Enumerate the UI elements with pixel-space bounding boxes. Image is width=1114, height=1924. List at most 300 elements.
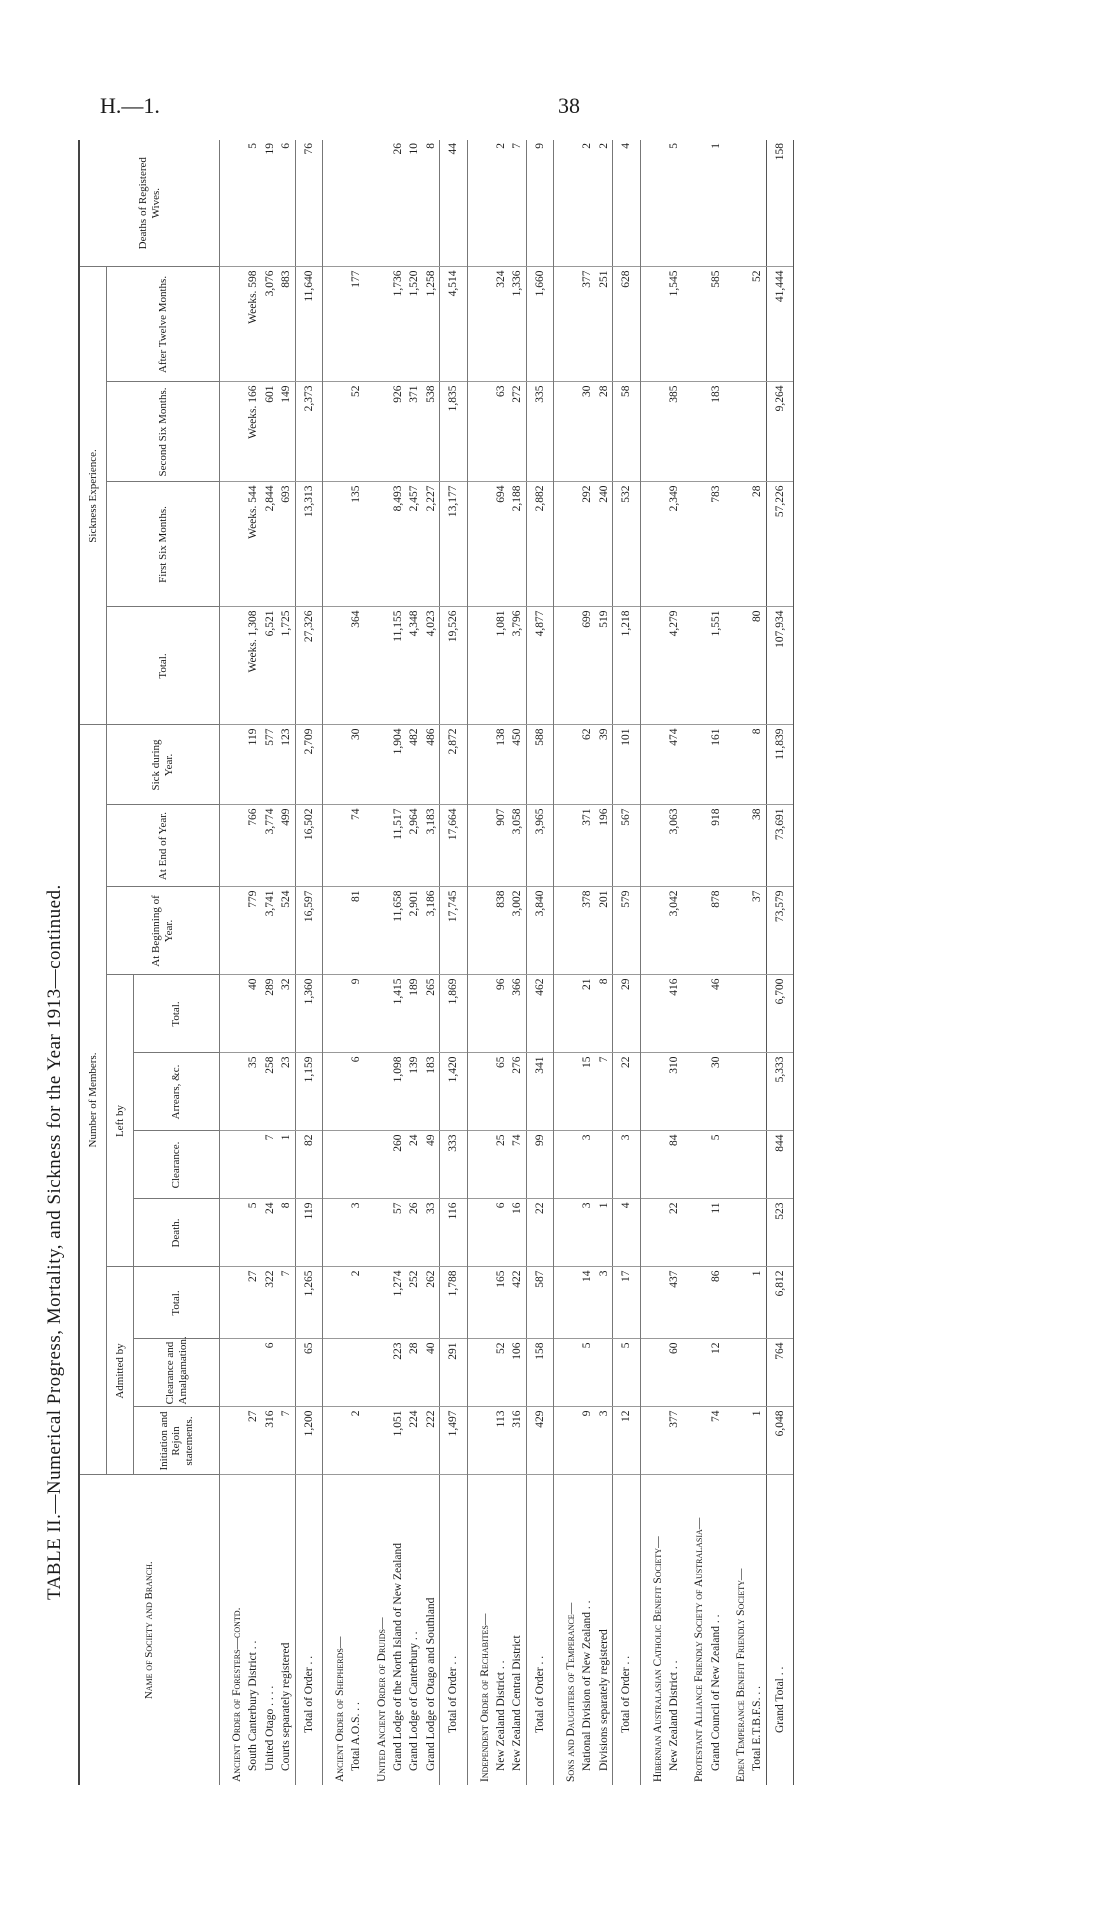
table-cell: [640, 887, 666, 975]
row-label: Total of Order . .: [613, 1475, 640, 1785]
table-cell: 8: [596, 975, 613, 1053]
table-cell: [322, 607, 348, 725]
table-cell: 5: [708, 1131, 724, 1199]
table-cell: [365, 1267, 390, 1339]
table-cell: 74: [509, 1131, 526, 1199]
table-cell: 2,964: [406, 805, 422, 887]
table-cell: 11,839: [766, 725, 793, 805]
table-cell: [365, 267, 390, 382]
table-cell: [749, 1131, 766, 1199]
table-row: [579, 140, 595, 1785]
col-second6-header: Second Six Months.: [107, 382, 220, 482]
table-cell: 1,360: [295, 975, 322, 1053]
table-cell: [322, 382, 348, 482]
table-cell: 252: [406, 1267, 422, 1339]
table-cell: 2,872: [440, 725, 467, 805]
table-cell: 165: [493, 1267, 509, 1339]
table-cell: [554, 482, 580, 607]
row-label: Total E.T.B.F.S. . .: [751, 1686, 764, 1771]
table-cell: [220, 1267, 246, 1339]
table-cell: 24: [262, 1199, 278, 1267]
table-cell: [365, 382, 390, 482]
table-cell: 4,279: [666, 607, 682, 725]
table-cell: 3: [613, 1131, 640, 1199]
table-cell: [220, 725, 246, 805]
table-cell: 116: [440, 1199, 467, 1267]
table-cell: [322, 975, 348, 1053]
row-label: United Ancient Order of Druids—: [375, 1617, 388, 1782]
table-cell: 3,965: [526, 805, 553, 887]
table-cell: 8: [278, 1199, 295, 1267]
table-cell: 22: [613, 1053, 640, 1131]
table-cell: [596, 1339, 613, 1407]
table-cell: [724, 1199, 749, 1267]
table-cell: [724, 975, 749, 1053]
table-cell: [322, 140, 348, 267]
table-cell: 291: [440, 1339, 467, 1407]
table-cell: 16: [509, 1199, 526, 1267]
table-cell: 272: [509, 382, 526, 482]
table-cell: 601: [262, 382, 278, 482]
table-cell: 3,796: [509, 607, 526, 725]
table-cell: 224: [406, 1407, 422, 1475]
row-label: Grand Total . .: [766, 1475, 793, 1785]
row-label: Total of Order . .: [440, 1475, 467, 1785]
table-cell: 7: [596, 1053, 613, 1131]
table-cell: [554, 975, 580, 1053]
table-cell: [220, 887, 246, 975]
table-cell: [554, 1053, 580, 1131]
table-cell: [682, 1131, 707, 1199]
table-cell: 2,188: [509, 482, 526, 607]
table-cell: 30: [579, 382, 595, 482]
table-cell: [724, 607, 749, 725]
table-cell: 76: [295, 140, 322, 267]
table-cell: 1,415: [390, 975, 406, 1053]
table-cell: 9: [348, 975, 364, 1053]
table-cell: [749, 1053, 766, 1131]
table-body: [220, 140, 794, 1785]
table-cell: 1: [749, 1267, 766, 1339]
table-cell: 19: [262, 140, 278, 267]
table-cell: Weeks. 544: [245, 482, 261, 607]
table-cell: [278, 1339, 295, 1407]
table-cell: 5: [245, 1199, 261, 1267]
row-label: Sons and Daughters of Temperance—: [565, 1602, 577, 1782]
col-end-header: At End of Year.: [107, 805, 220, 887]
table-cell: 189: [406, 975, 422, 1053]
table-cell: [322, 805, 348, 887]
table-cell: 883: [278, 267, 295, 382]
table-cell: [220, 1339, 246, 1407]
table-cell: [724, 1053, 749, 1131]
col-after12-header: After Twelve Months.: [107, 267, 220, 382]
table-cell: 57: [390, 1199, 406, 1267]
table-cell: 2,457: [406, 482, 422, 607]
table-cell: 3: [596, 1407, 613, 1475]
table-cell: [322, 1407, 348, 1475]
col-clear-header: Clearance and Amalgamation.: [134, 1339, 220, 1407]
table-cell: 17,664: [440, 805, 467, 887]
table-cell: [640, 1407, 666, 1475]
table-cell: [365, 1131, 390, 1199]
table-cell: 567: [613, 805, 640, 887]
row-label: Total of Order . .: [526, 1475, 553, 1785]
table-cell: 8: [749, 725, 766, 805]
table-cell: 2: [348, 1407, 364, 1475]
table-cell: [467, 607, 493, 725]
table-cell: 4,023: [423, 607, 440, 725]
table-cell: [220, 805, 246, 887]
table-cell: 1,497: [440, 1407, 467, 1475]
table-cell: 22: [666, 1199, 682, 1267]
table-title: TABLE II.—Numerical Progress, Mortality, and Sickness for the Year 1913—continued.: [44, 884, 65, 1600]
table-cell: 3,183: [423, 805, 440, 887]
table-cell: [467, 887, 493, 975]
table-cell: [596, 1131, 613, 1199]
table-cell: 6,048: [766, 1407, 793, 1475]
table-cell: [365, 887, 390, 975]
table-cell: 52: [493, 1339, 509, 1407]
table-cell: 292: [579, 482, 595, 607]
table-cell: 333: [440, 1131, 467, 1199]
table-cell: [245, 1131, 261, 1199]
row-label: New Zealand District . .: [667, 1660, 680, 1771]
table-cell: 65: [493, 1053, 509, 1131]
table-cell: 11: [708, 1199, 724, 1267]
table-cell: 38: [749, 805, 766, 887]
table-row: [406, 140, 422, 1785]
table-cell: 486: [423, 725, 440, 805]
table-cell: 28: [749, 482, 766, 607]
table-cell: 11,658: [390, 887, 406, 975]
table-cell: 4: [613, 1199, 640, 1267]
table-cell: [682, 267, 707, 382]
table-cell: 149: [278, 382, 295, 482]
table-cell: [365, 805, 390, 887]
row-label: Independent Order of Rechabites—: [478, 1613, 491, 1782]
table-cell: 65: [295, 1339, 322, 1407]
table-cell: 11,155: [390, 607, 406, 725]
table-cell: 40: [423, 1339, 440, 1407]
table-cell: [554, 887, 580, 975]
table-cell: 119: [245, 725, 261, 805]
table-cell: 196: [596, 805, 613, 887]
table-cell: 161: [708, 725, 724, 805]
table-cell: 1,051: [390, 1407, 406, 1475]
table-cell: 2: [596, 140, 613, 267]
row-label: Protestant Alliance Friendly Society of Australasia—: [693, 1517, 706, 1782]
table-cell: 9: [579, 1407, 595, 1475]
table-cell: 6,812: [766, 1267, 793, 1339]
table-cell: 4,877: [526, 607, 553, 725]
total-row: [295, 140, 322, 1785]
table-cell: 41,444: [766, 267, 793, 382]
table-cell: 62: [579, 725, 595, 805]
table-cell: [348, 1131, 364, 1199]
table-cell: 99: [526, 1131, 553, 1199]
table-cell: 3,076: [262, 267, 278, 382]
table-cell: 4,514: [440, 267, 467, 382]
col-sick-header: Sick during Year.: [107, 725, 220, 805]
table-cell: 11,517: [390, 805, 406, 887]
table-cell: 499: [278, 805, 295, 887]
table-cell: [365, 140, 390, 267]
table-cell: 5: [579, 1339, 595, 1407]
table-cell: [365, 1053, 390, 1131]
table-cell: 37: [749, 887, 766, 975]
table-cell: 3,002: [509, 887, 526, 975]
table-cell: 766: [245, 805, 261, 887]
table-cell: 8,493: [390, 482, 406, 607]
table-cell: 437: [666, 1267, 682, 1339]
table-cell: [724, 1407, 749, 1475]
table-cell: 335: [526, 382, 553, 482]
table-cell: 1,200: [295, 1407, 322, 1475]
table-cell: 878: [708, 887, 724, 975]
table-cell: [467, 1131, 493, 1199]
table-cell: [467, 1053, 493, 1131]
table-cell: 6,700: [766, 975, 793, 1053]
table-cell: 74: [708, 1407, 724, 1475]
table-cell: 2,709: [295, 725, 322, 805]
table-cell: [220, 382, 246, 482]
table-cell: 39: [596, 725, 613, 805]
table-cell: 7: [278, 1267, 295, 1339]
col-first6-header: First Six Months.: [107, 482, 220, 607]
table-cell: 5: [245, 140, 261, 267]
table-cell: 33: [423, 1199, 440, 1267]
table-cell: 26: [406, 1199, 422, 1267]
section-row: [724, 140, 749, 1785]
table-cell: [724, 1339, 749, 1407]
table-cell: [467, 725, 493, 805]
table-cell: 2: [579, 140, 595, 267]
col-adm-total-header: Total.: [134, 1267, 220, 1339]
table-cell: 1,520: [406, 267, 422, 382]
table-cell: [724, 482, 749, 607]
table-row: [348, 140, 364, 1785]
table-cell: 80: [749, 607, 766, 725]
sickness-group-header: Sickness Experience.: [79, 267, 107, 725]
table-row: [278, 140, 295, 1785]
table-cell: 40: [245, 975, 261, 1053]
table-row: [493, 140, 509, 1785]
table-cell: [640, 607, 666, 725]
table-cell: 5: [613, 1339, 640, 1407]
table-cell: [467, 1407, 493, 1475]
table-cell: [467, 1267, 493, 1339]
table-cell: 107,934: [766, 607, 793, 725]
table-cell: 341: [526, 1053, 553, 1131]
table-cell: [554, 140, 580, 267]
table-cell: 422: [509, 1267, 526, 1339]
table-cell: [322, 482, 348, 607]
table-cell: 1,788: [440, 1267, 467, 1339]
table-cell: 907: [493, 805, 509, 887]
table-cell: 119: [295, 1199, 322, 1267]
row-label: Divisions separately registered: [597, 1629, 610, 1771]
table-cell: 783: [708, 482, 724, 607]
table-cell: [640, 267, 666, 382]
table-cell: 385: [666, 382, 682, 482]
row-label: Grand Lodge of Otago and Southland: [424, 1597, 437, 1771]
table-cell: [682, 725, 707, 805]
table-cell: 322: [262, 1267, 278, 1339]
table-cell: 2,373: [295, 382, 322, 482]
col-init-header: Initiation and Rejoin statements.: [134, 1407, 220, 1475]
table-cell: 30: [708, 1053, 724, 1131]
page-number: 38: [558, 93, 580, 118]
table-cell: 699: [579, 607, 595, 725]
col-left-clear-header: Clearance.: [134, 1131, 220, 1199]
table-cell: 2,227: [423, 482, 440, 607]
grand-total-row: [766, 140, 793, 1785]
table-cell: 6: [493, 1199, 509, 1267]
table-cell: 27: [245, 1267, 261, 1339]
table-cell: [640, 975, 666, 1053]
table-cell: 6: [278, 140, 295, 267]
table-cell: 1,258: [423, 267, 440, 382]
table-cell: 96: [493, 975, 509, 1053]
table-cell: 316: [509, 1407, 526, 1475]
row-label: New Zealand Central District: [511, 1635, 524, 1771]
table-cell: 3,063: [666, 805, 682, 887]
row-label: Courts separately registered: [280, 1642, 293, 1771]
table-cell: 371: [579, 805, 595, 887]
section-row: [467, 140, 493, 1785]
table-cell: 2,349: [666, 482, 682, 607]
table-cell: [640, 1131, 666, 1199]
table-cell: 3,774: [262, 805, 278, 887]
table-cell: [749, 140, 766, 267]
table-cell: Weeks. 1,308: [245, 607, 261, 725]
table-cell: 113: [493, 1407, 509, 1475]
table-cell: [640, 725, 666, 805]
table-cell: 7: [278, 1407, 295, 1475]
table-cell: 21: [579, 975, 595, 1053]
table-cell: [467, 805, 493, 887]
table-cell: 1: [278, 1131, 295, 1199]
table-cell: 240: [596, 482, 613, 607]
table-row: [423, 140, 440, 1785]
table-cell: 13,313: [295, 482, 322, 607]
row-label: Ancient Order of Shepherds—: [333, 1636, 346, 1782]
table-cell: 377: [579, 267, 595, 382]
table-cell: [554, 1407, 580, 1475]
table-cell: 310: [666, 1053, 682, 1131]
table-cell: 158: [766, 140, 793, 267]
row-label: Ancient Order of Foresters—contd.: [231, 1607, 243, 1782]
table-cell: 9,264: [766, 382, 793, 482]
table-cell: [365, 1339, 390, 1407]
table-cell: 3: [579, 1199, 595, 1267]
table-cell: 49: [423, 1131, 440, 1199]
table-cell: 1,081: [493, 607, 509, 725]
table-cell: 84: [666, 1131, 682, 1199]
table-cell: 276: [509, 1053, 526, 1131]
table-cell: 3,840: [526, 887, 553, 975]
table-cell: [682, 382, 707, 482]
table-cell: 17,745: [440, 887, 467, 975]
table-cell: 17: [613, 1267, 640, 1339]
table-cell: 474: [666, 725, 682, 805]
table-row: [596, 140, 613, 1785]
table-cell: [554, 267, 580, 382]
table-cell: 19,526: [440, 607, 467, 725]
table-cell: 519: [596, 607, 613, 725]
table-header: [79, 140, 220, 1785]
table-cell: 30: [348, 725, 364, 805]
table-cell: [554, 382, 580, 482]
table-cell: 3,058: [509, 805, 526, 887]
table-row: [245, 140, 261, 1785]
table-cell: [220, 140, 246, 267]
table-cell: 538: [423, 382, 440, 482]
table-cell: 1,660: [526, 267, 553, 382]
table-cell: 6: [262, 1339, 278, 1407]
table-cell: 135: [348, 482, 364, 607]
table-cell: 764: [766, 1339, 793, 1407]
table-cell: 46: [708, 975, 724, 1053]
table-cell: [554, 1339, 580, 1407]
table-cell: [554, 805, 580, 887]
table-cell: [467, 482, 493, 607]
table-cell: 588: [526, 725, 553, 805]
table-cell: 371: [406, 382, 422, 482]
table-cell: 265: [423, 975, 440, 1053]
table-cell: 32: [278, 975, 295, 1053]
row-label: Eden Temperance Benefit Friendly Society—: [735, 1568, 747, 1782]
table-cell: 82: [295, 1131, 322, 1199]
total-row: [526, 140, 553, 1785]
table-cell: 1,098: [390, 1053, 406, 1131]
table-cell: 1,420: [440, 1053, 467, 1131]
table-cell: 183: [708, 382, 724, 482]
table-cell: [220, 267, 246, 382]
table-cell: 25: [493, 1131, 509, 1199]
table-cell: 73,579: [766, 887, 793, 975]
table-cell: 262: [423, 1267, 440, 1339]
table-cell: 694: [493, 482, 509, 607]
table-cell: 13,177: [440, 482, 467, 607]
table-cell: [322, 1339, 348, 1407]
table-cell: 23: [278, 1053, 295, 1131]
table-cell: 1,218: [613, 607, 640, 725]
table-cell: 223: [390, 1339, 406, 1407]
table-cell: 9: [526, 140, 553, 267]
table-cell: [220, 1407, 246, 1475]
report-reference: H.—1.: [100, 93, 160, 118]
table-cell: [348, 1339, 364, 1407]
col-left-total-header: Total.: [134, 975, 220, 1053]
table-cell: [724, 1131, 749, 1199]
table-cell: [749, 1199, 766, 1267]
table-cell: [682, 1339, 707, 1407]
row-label: Grand Lodge of Canterbury . .: [408, 1631, 421, 1771]
table-cell: [724, 805, 749, 887]
table-cell: [682, 805, 707, 887]
table-cell: 1,159: [295, 1053, 322, 1131]
table-cell: [682, 482, 707, 607]
table-cell: [749, 382, 766, 482]
table-cell: 577: [262, 725, 278, 805]
table-cell: [682, 140, 707, 267]
table-cell: Weeks. 166: [245, 382, 261, 482]
table-cell: [365, 1199, 390, 1267]
table-cell: [724, 140, 749, 267]
table-cell: 1,545: [666, 267, 682, 382]
